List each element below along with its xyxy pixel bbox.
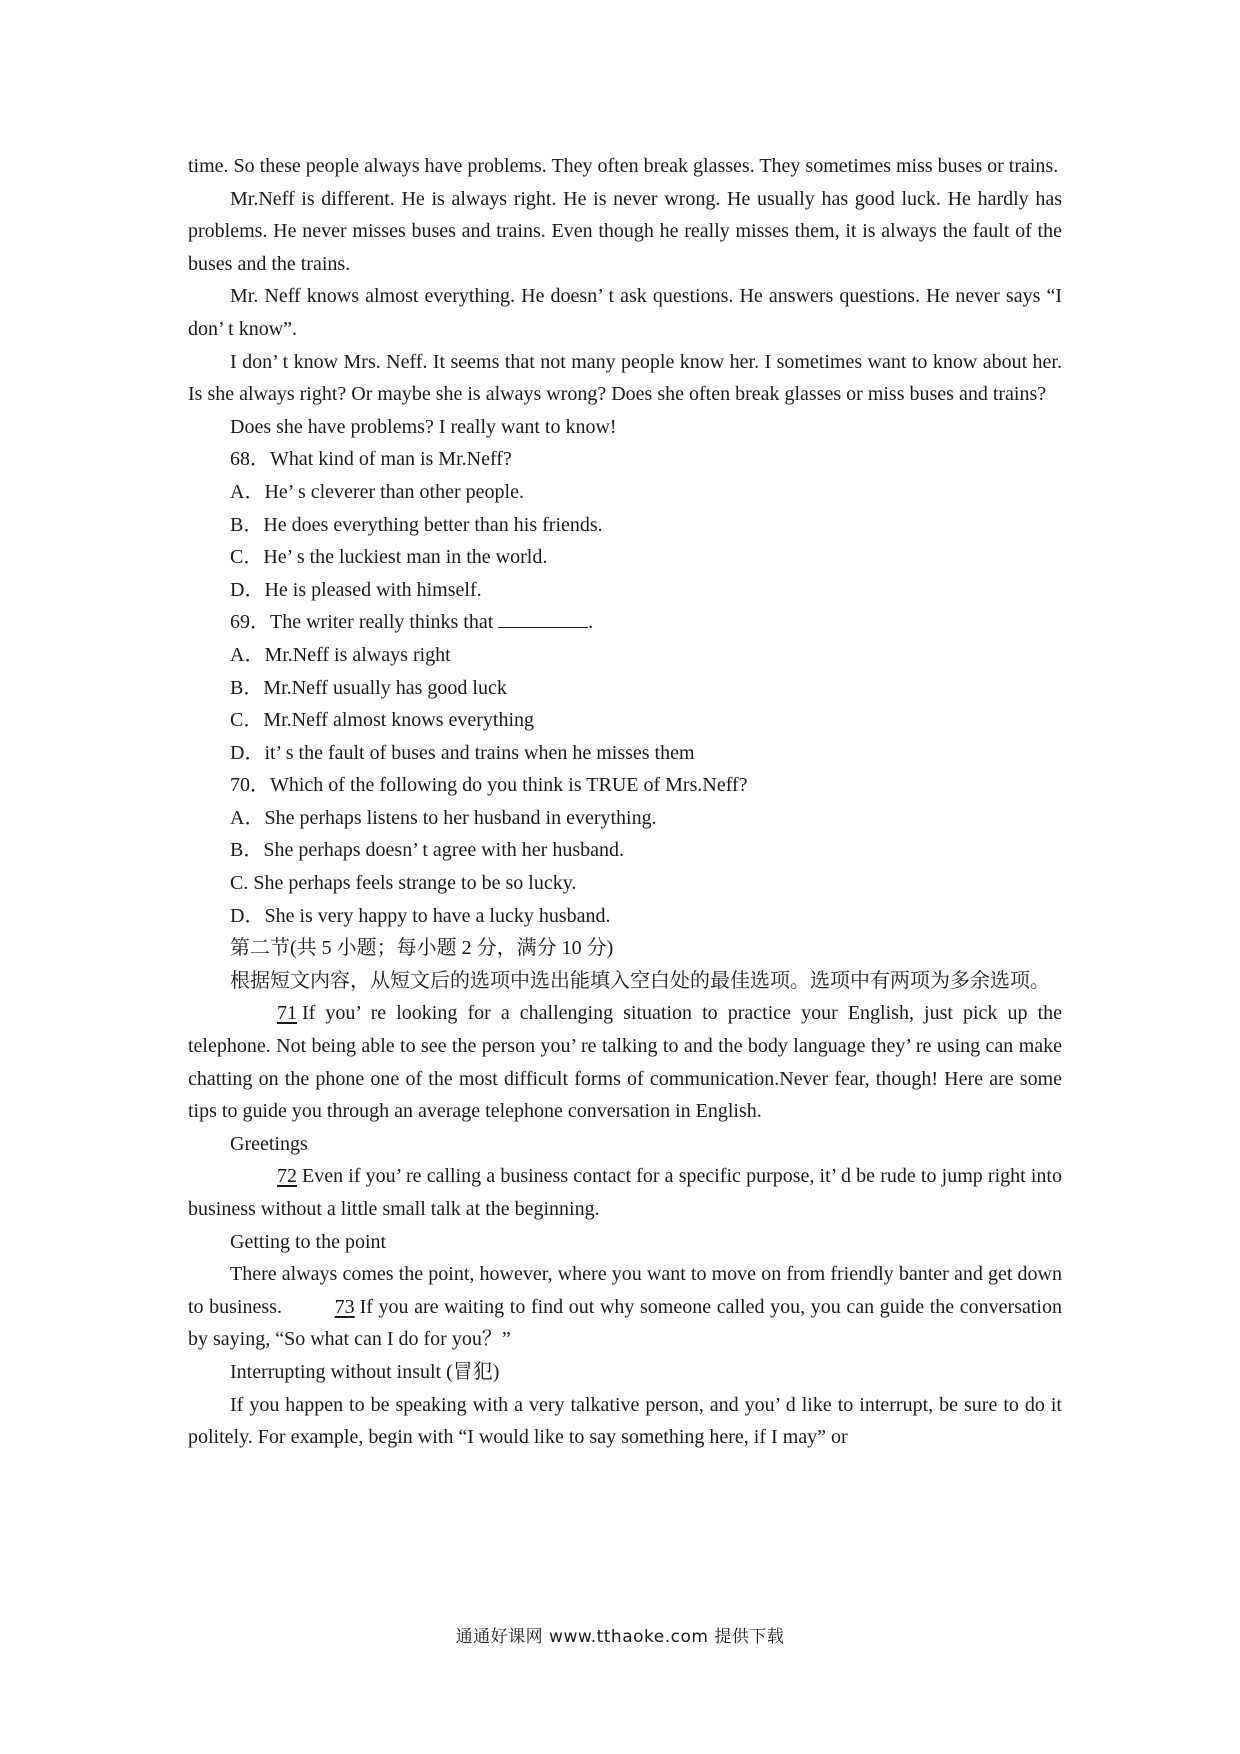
- section-instruction: 根据短文内容，从短文后的选项中选出能填入空白处的最佳选项。选项中有两项为多余选项。: [230, 969, 1050, 992]
- option-c: C．Mr.Neff almost knows everything: [230, 709, 535, 732]
- paragraph-continued: time. So these people always have problems. They often break glasses. They sometimes miss buses or trains.: [188, 155, 1059, 177]
- subheading-getting-to-the-point: Getting to the point: [230, 1230, 387, 1253]
- question-stem: 68．What kind of man is Mr.Neff?: [230, 448, 512, 471]
- paragraph-72: [188, 1160, 1062, 1225]
- paragraph-problems: Does she have problems? I really want to know!: [230, 415, 617, 438]
- option-c: C．He’ s the luckiest man in the world.: [230, 546, 548, 569]
- paragraph-73: [188, 1258, 1062, 1356]
- option-b: B．Mr.Neff usually has good luck: [230, 676, 507, 699]
- document-body: [188, 150, 1062, 1454]
- option-c: C. She perhaps feels strange to be so lucky.: [230, 872, 577, 895]
- paragraph-71: [188, 997, 1062, 1127]
- stem-text: 69．The writer really thinks that: [230, 611, 499, 634]
- question-69: [188, 606, 1062, 769]
- paragraph-mrs-neff: I don’ t know Mrs. Neff. It seems that not many people know her. I sometimes want to know about her. Is she always right? Or maybe she is always wrong? Does she often break glasses or miss buses and trains?: [188, 350, 1062, 406]
- option-d: D．it’ s the fault of buses and trains when he misses them: [230, 741, 695, 764]
- blank-71: 71: [277, 1002, 297, 1025]
- option-a: A．She perhaps listens to her husband in everything.: [230, 806, 657, 829]
- blank-73: 73: [334, 1295, 355, 1318]
- option-a: A．He’ s cleverer than other people.: [230, 480, 524, 503]
- paragraph-interrupting: If you happen to be speaking with a very talkative person, and you’ d like to interrupt, be sure to do it politely. For example, begin with “I would like to say something here, if I may” or: [188, 1393, 1062, 1449]
- question-stem: [188, 606, 1062, 639]
- option-b: B．She perhaps doesn’ t agree with her husband.: [230, 839, 624, 862]
- option-d: D．He is pleased with himself.: [230, 578, 482, 601]
- paragraph-mr-neff-different: Mr.Neff is different. He is always right. He is never wrong. He usually has good luck. He hardly has problems. He never misses buses and trains. Even though he really misses them, it is always the fault of the buses and the trains.: [188, 187, 1062, 275]
- section-heading: 第二节(共 5 小题；每小题 2 分，满分 10 分): [230, 937, 614, 960]
- blank-72: 72: [277, 1165, 297, 1188]
- page-footer: 通通好课网 www.tthaoke.com 提供下载: [455, 1627, 785, 1647]
- paragraph-71-text: If you’ re looking for a challenging situation to practice your English, just pick up the telephone. Not being able to see the person you’ re talking to and the body language they’ re using can make chatting on the phone one of the most difficult forms of communication.Never fear, though! Here are some tips to guide you through an average telephone conversation in English.: [188, 1002, 1062, 1123]
- paragraph-mr-neff-knows: Mr. Neff knows almost everything. He doesn’ t ask questions. He answers questions. He never says “I don’ t know”.: [188, 285, 1062, 340]
- question-70: [188, 769, 1062, 932]
- question-stem: 70．Which of the following do you think is TRUE of Mrs.Neff?: [230, 774, 748, 797]
- option-a: A．Mr.Neff is always right: [230, 643, 451, 666]
- option-b: B．He does everything better than his friends.: [230, 513, 603, 536]
- stem-period: .: [588, 611, 594, 634]
- subheading-greetings: Greetings: [230, 1132, 308, 1155]
- subheading-interrupting: Interrupting without insult (冒犯): [230, 1360, 500, 1383]
- paragraph-73-after: If you are waiting to find out why someone called you, you can guide the conversation by saying, “So what can I do for you？”: [188, 1295, 1062, 1351]
- answer-blank: [498, 609, 588, 628]
- option-d: D．She is very happy to have a lucky husband.: [230, 904, 611, 927]
- paragraph-73-before: There always comes the point, however, where you want to move on from friendly banter and get down to business.: [188, 1263, 1062, 1318]
- question-68: [188, 443, 1062, 606]
- paragraph-72-text: Even if you’ re calling a business contact for a specific purpose, it’ d be rude to jump right into business without a little small talk at the beginning.: [188, 1165, 1062, 1220]
